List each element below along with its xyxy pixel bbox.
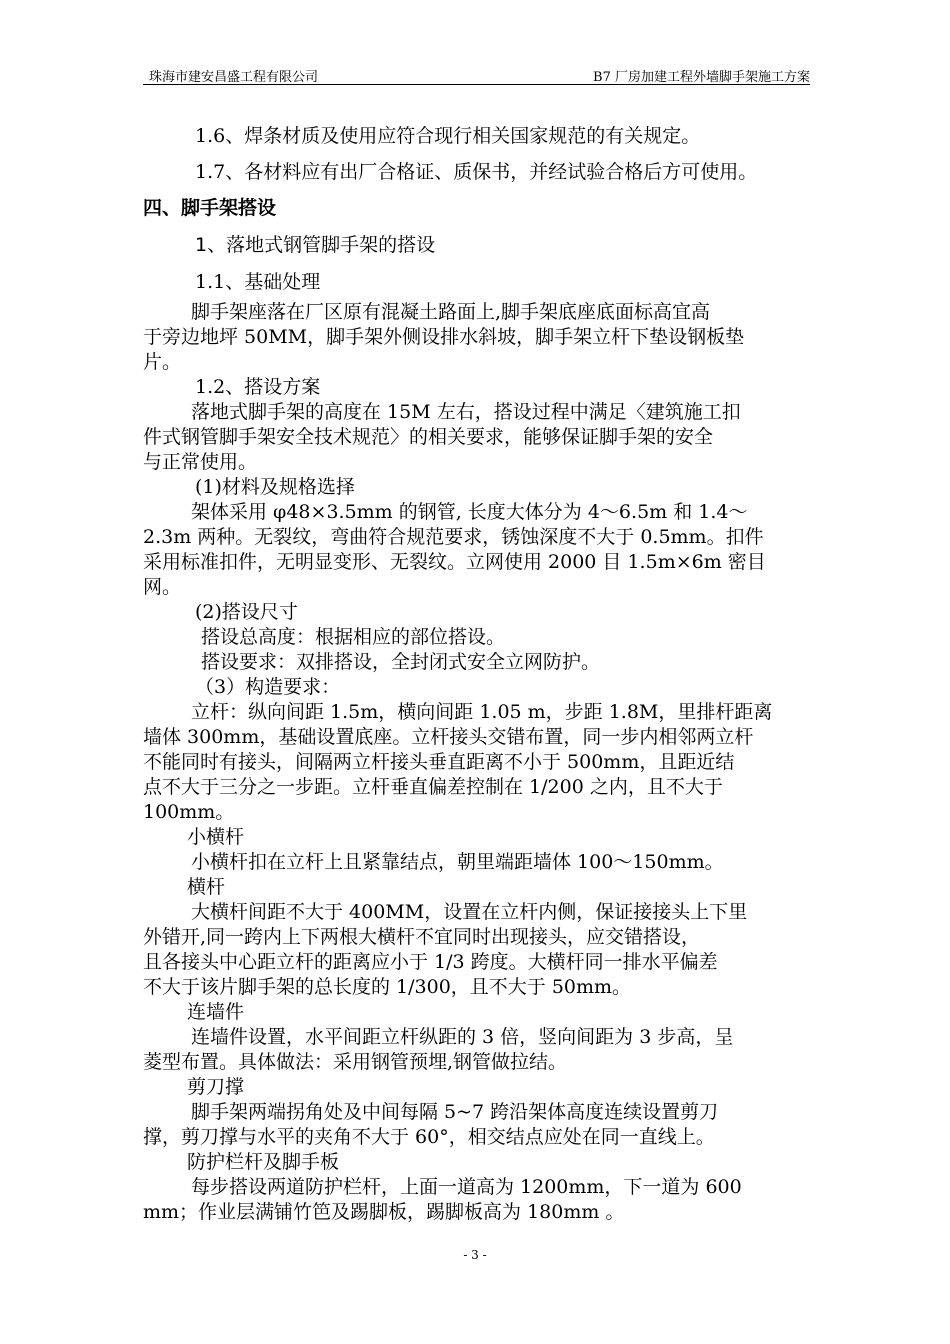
text-line: 立杆：纵向间距 1.5m，横向间距 1.05 m，步距 1.8M，里排杆距离 [191,701,773,723]
text-line: 连墙件 [187,1001,245,1023]
section-heading: 四、脚手架搭设 [143,197,277,219]
text-line: 架体采用 φ48×3.5mm 的钢管, 长度大体分为 4～6.5m 和 1.4～ [191,501,748,523]
text-line: 网。 [143,576,182,598]
text-line: 脚手架两端拐角处及中间每隔 5~7 跨沿架体高度连续设置剪刀 [191,1101,719,1123]
text-line: (1)材料及规格选择 [195,476,355,498]
page-header [143,64,810,85]
text-line: 与正常使用。 [143,451,258,473]
text-line: 撑，剪刀撑与水平的夹角不大于 60°，相交结点应处在同一直线上。 [143,1126,715,1148]
header-company-name: 珠海市建安昌盛工程有限公司 [149,70,319,85]
text-line: 搭设总高度：根据相应的部位搭设。 [201,626,506,648]
text-line: 小横杆扣在立杆上且紧靠结点，朝里端距墙体 100～150mm。 [191,851,724,873]
text-line: 1.1、基础处理 [195,271,321,293]
text-line: 不能同时有接头，间隔两立杆接头垂直距离不小于 500mm，且距近结 [143,751,735,773]
text-line: 搭设要求：双排搭设，全封闭式安全立网防护。 [201,651,601,673]
text-line: 大横杆间距不大于 400MM，设置在立杆内侧，保证接接头上下里 [191,901,748,923]
text-line: 片。 [143,351,182,373]
text-line: (2)搭设尺寸 [195,601,298,623]
text-line: 不大于该片脚手架的总长度的 1/300，且不大于 50mm。 [143,976,632,998]
text-line: 1.2、搭设方案 [195,376,321,398]
text-line: 防护栏杆及脚手板 [187,1151,340,1173]
text-line: 点不大于三分之一步距。立杆垂直偏差控制在 1/200 之内，且不大于 [143,776,723,798]
subsection-heading: 1、落地式钢管脚手架的搭设 [195,234,436,256]
document-body [143,118,815,1225]
text-line: 落地式脚手架的高度在 15M 左右，搭设过程中满足〈建筑施工扣 [191,401,741,423]
text-line: mm；作业层满铺竹笆及踢脚板，踢脚板高为 180mm 。 [143,1201,625,1223]
header-document-title: B7 厂房加建工程外墙脚手架施工方案 [593,70,810,85]
text-line: 于旁边地坪 50MM，脚手架外侧设排水斜坡，脚手架立杆下垫设钢板垫 [143,326,745,348]
text-line: 脚手架座落在厂区原有混凝土路面上,脚手架底座底面标高宜高 [191,301,711,323]
text-line: （3）构造要求： [195,676,341,698]
page-number: - 3 - [463,1248,487,1262]
text-line: 剪刀撑 [187,1076,245,1098]
text-line: 2.3m 两种。无裂纹，弯曲符合规范要求，锈蚀深度不大于 0.5mm。扣件 [143,526,764,548]
text-line: 小横杆 [187,826,245,848]
text-line: 横杆 [187,876,226,898]
text-line: 连墙件设置，水平间距立杆纵距的 3 倍，竖向间距为 3 步高，呈 [191,1026,734,1048]
text-line: 每步搭设两道防护栏杆，上面一道高为 1200mm，下一道为 600 [191,1176,742,1198]
text-line: 件式钢管脚手架安全技术规范〉的相关要求，能够保证脚手架的安全 [143,426,714,448]
text-line: 采用标准扣件，无明显变形、无裂纹。立网使用 2000 目 1.5m×6m 密目 [143,551,766,573]
text-line: 1.6、焊条材质及使用应符合现行相关国家规范的有关规定。 [195,125,701,147]
text-line: 外错开,同一跨内上下两根大横杆不宜同时出现接头，应交错搭设， [143,926,701,948]
text-line: 100mm。 [143,801,235,823]
text-line: 墙体 300mm，基础设置底座。立杆接头交错布置，同一步内相邻两立杆 [143,726,754,748]
text-line: 1.7、各材料应有出厂合格证、质保书，并经试验合格后方可使用。 [195,161,758,183]
text-line: 且各接头中心距立杆的距离应小于 1/3 跨度。大横杆同一排水平偏差 [143,951,718,973]
text-line: 菱型布置。具体做法：采用钢管预埋,钢管做拉结。 [143,1051,568,1073]
